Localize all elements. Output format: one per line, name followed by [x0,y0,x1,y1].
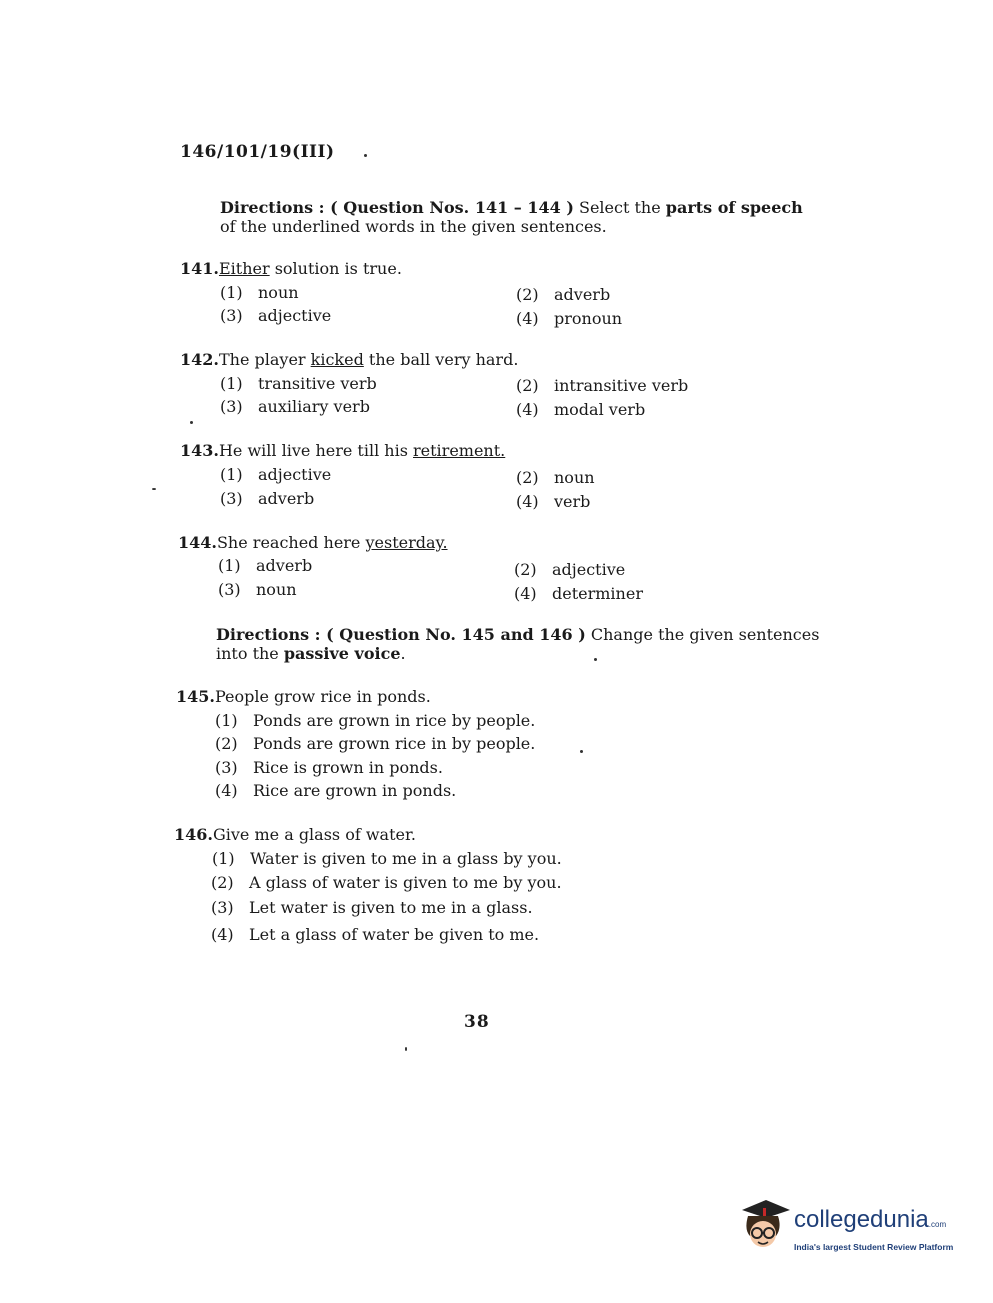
question-144: 144.She reached here yesterday. [178,533,448,552]
directions-line-2: into the passive voice. [216,644,406,663]
option-4[interactable]: (4) determiner [514,584,643,603]
option-2[interactable]: (2) adjective [514,560,626,579]
option-4[interactable]: (4) verb [516,492,591,511]
collegedunia-logo [736,1196,966,1266]
directions-bold: passive voice [283,644,401,663]
student-mascot-icon [736,1196,792,1258]
option-2[interactable]: (2) adverb [516,285,611,304]
question-number: 141. [180,259,219,278]
option-1[interactable]: (1) adverb [218,556,313,575]
question-number: 142. [180,350,219,369]
scan-speck [594,658,597,661]
option-2[interactable]: (2) Ponds are grown rice in by people. [215,734,536,753]
scan-speck [152,488,156,490]
scan-speck [580,750,583,753]
question-143: 143.He will live here till his retirement. [180,441,506,460]
scan-speck [405,1047,407,1051]
option-3[interactable]: (3) adverb [220,489,315,508]
page-number: 38 [464,1012,490,1032]
scan-speck [364,154,367,157]
option-1[interactable]: (1) Water is given to me in a glass by you. [212,849,562,868]
option-1[interactable]: (1) Ponds are grown in rice by people. [215,711,536,730]
directions-block-2 [216,625,819,644]
option-1[interactable]: (1) noun [220,283,299,302]
option-4[interactable]: (4) pronoun [516,309,623,328]
option-2[interactable]: (2) noun [516,468,595,487]
question-145: 145.People grow rice in ponds. [176,687,431,706]
directions-block-1 [220,198,803,217]
option-4[interactable]: (4) Let a glass of water be given to me. [211,925,540,944]
underlined-word: retirement. [413,441,506,460]
question-146: 146.Give me a glass of water. [174,825,416,844]
question-number: 143. [180,441,219,460]
question-number: 144. [178,533,217,552]
question-number: 145. [176,687,215,706]
scan-speck [190,421,193,424]
option-1[interactable]: (1) adjective [220,465,332,484]
option-3[interactable]: (3) Let water is given to me in a glass. [211,898,533,917]
logo-wordmark: collegedunia.com [794,1206,947,1233]
option-3[interactable]: (3) auxiliary verb [220,397,370,416]
option-3[interactable]: (3) Rice is grown in ponds. [215,758,443,777]
directions-line-2: of the underlined words in the given sentences. [220,217,607,236]
directions-label: Directions : ( Question No. 145 and 146 ) [216,625,586,644]
directions-text: Select the [573,198,666,217]
option-4[interactable]: (4) Rice are grown in ponds. [215,781,457,800]
question-142: 142.The player kicked the ball very hard. [180,350,519,369]
option-2[interactable]: (2) intransitive verb [516,376,689,395]
underlined-word: yesterday. [365,533,448,552]
directions-bold: parts of speech [665,198,803,217]
option-1[interactable]: (1) transitive verb [220,374,377,393]
question-number: 146. [174,825,213,844]
underlined-word: kicked [310,350,364,369]
directions-text: Change the given sentences [585,625,820,644]
directions-label: Directions : ( Question Nos. 141 – 144 ) [220,198,574,217]
option-3[interactable]: (3) adjective [220,306,332,325]
logo-tagline: India's largest Student Review Platform [794,1242,954,1252]
underlined-word: Either [218,259,270,278]
option-2[interactable]: (2) A glass of water is given to me by you. [211,873,562,892]
question-141: 141.Either solution is true. [180,259,402,278]
paper-code: 146/101/19(III) [180,142,335,162]
option-4[interactable]: (4) modal verb [516,400,646,419]
option-3[interactable]: (3) noun [218,580,297,599]
